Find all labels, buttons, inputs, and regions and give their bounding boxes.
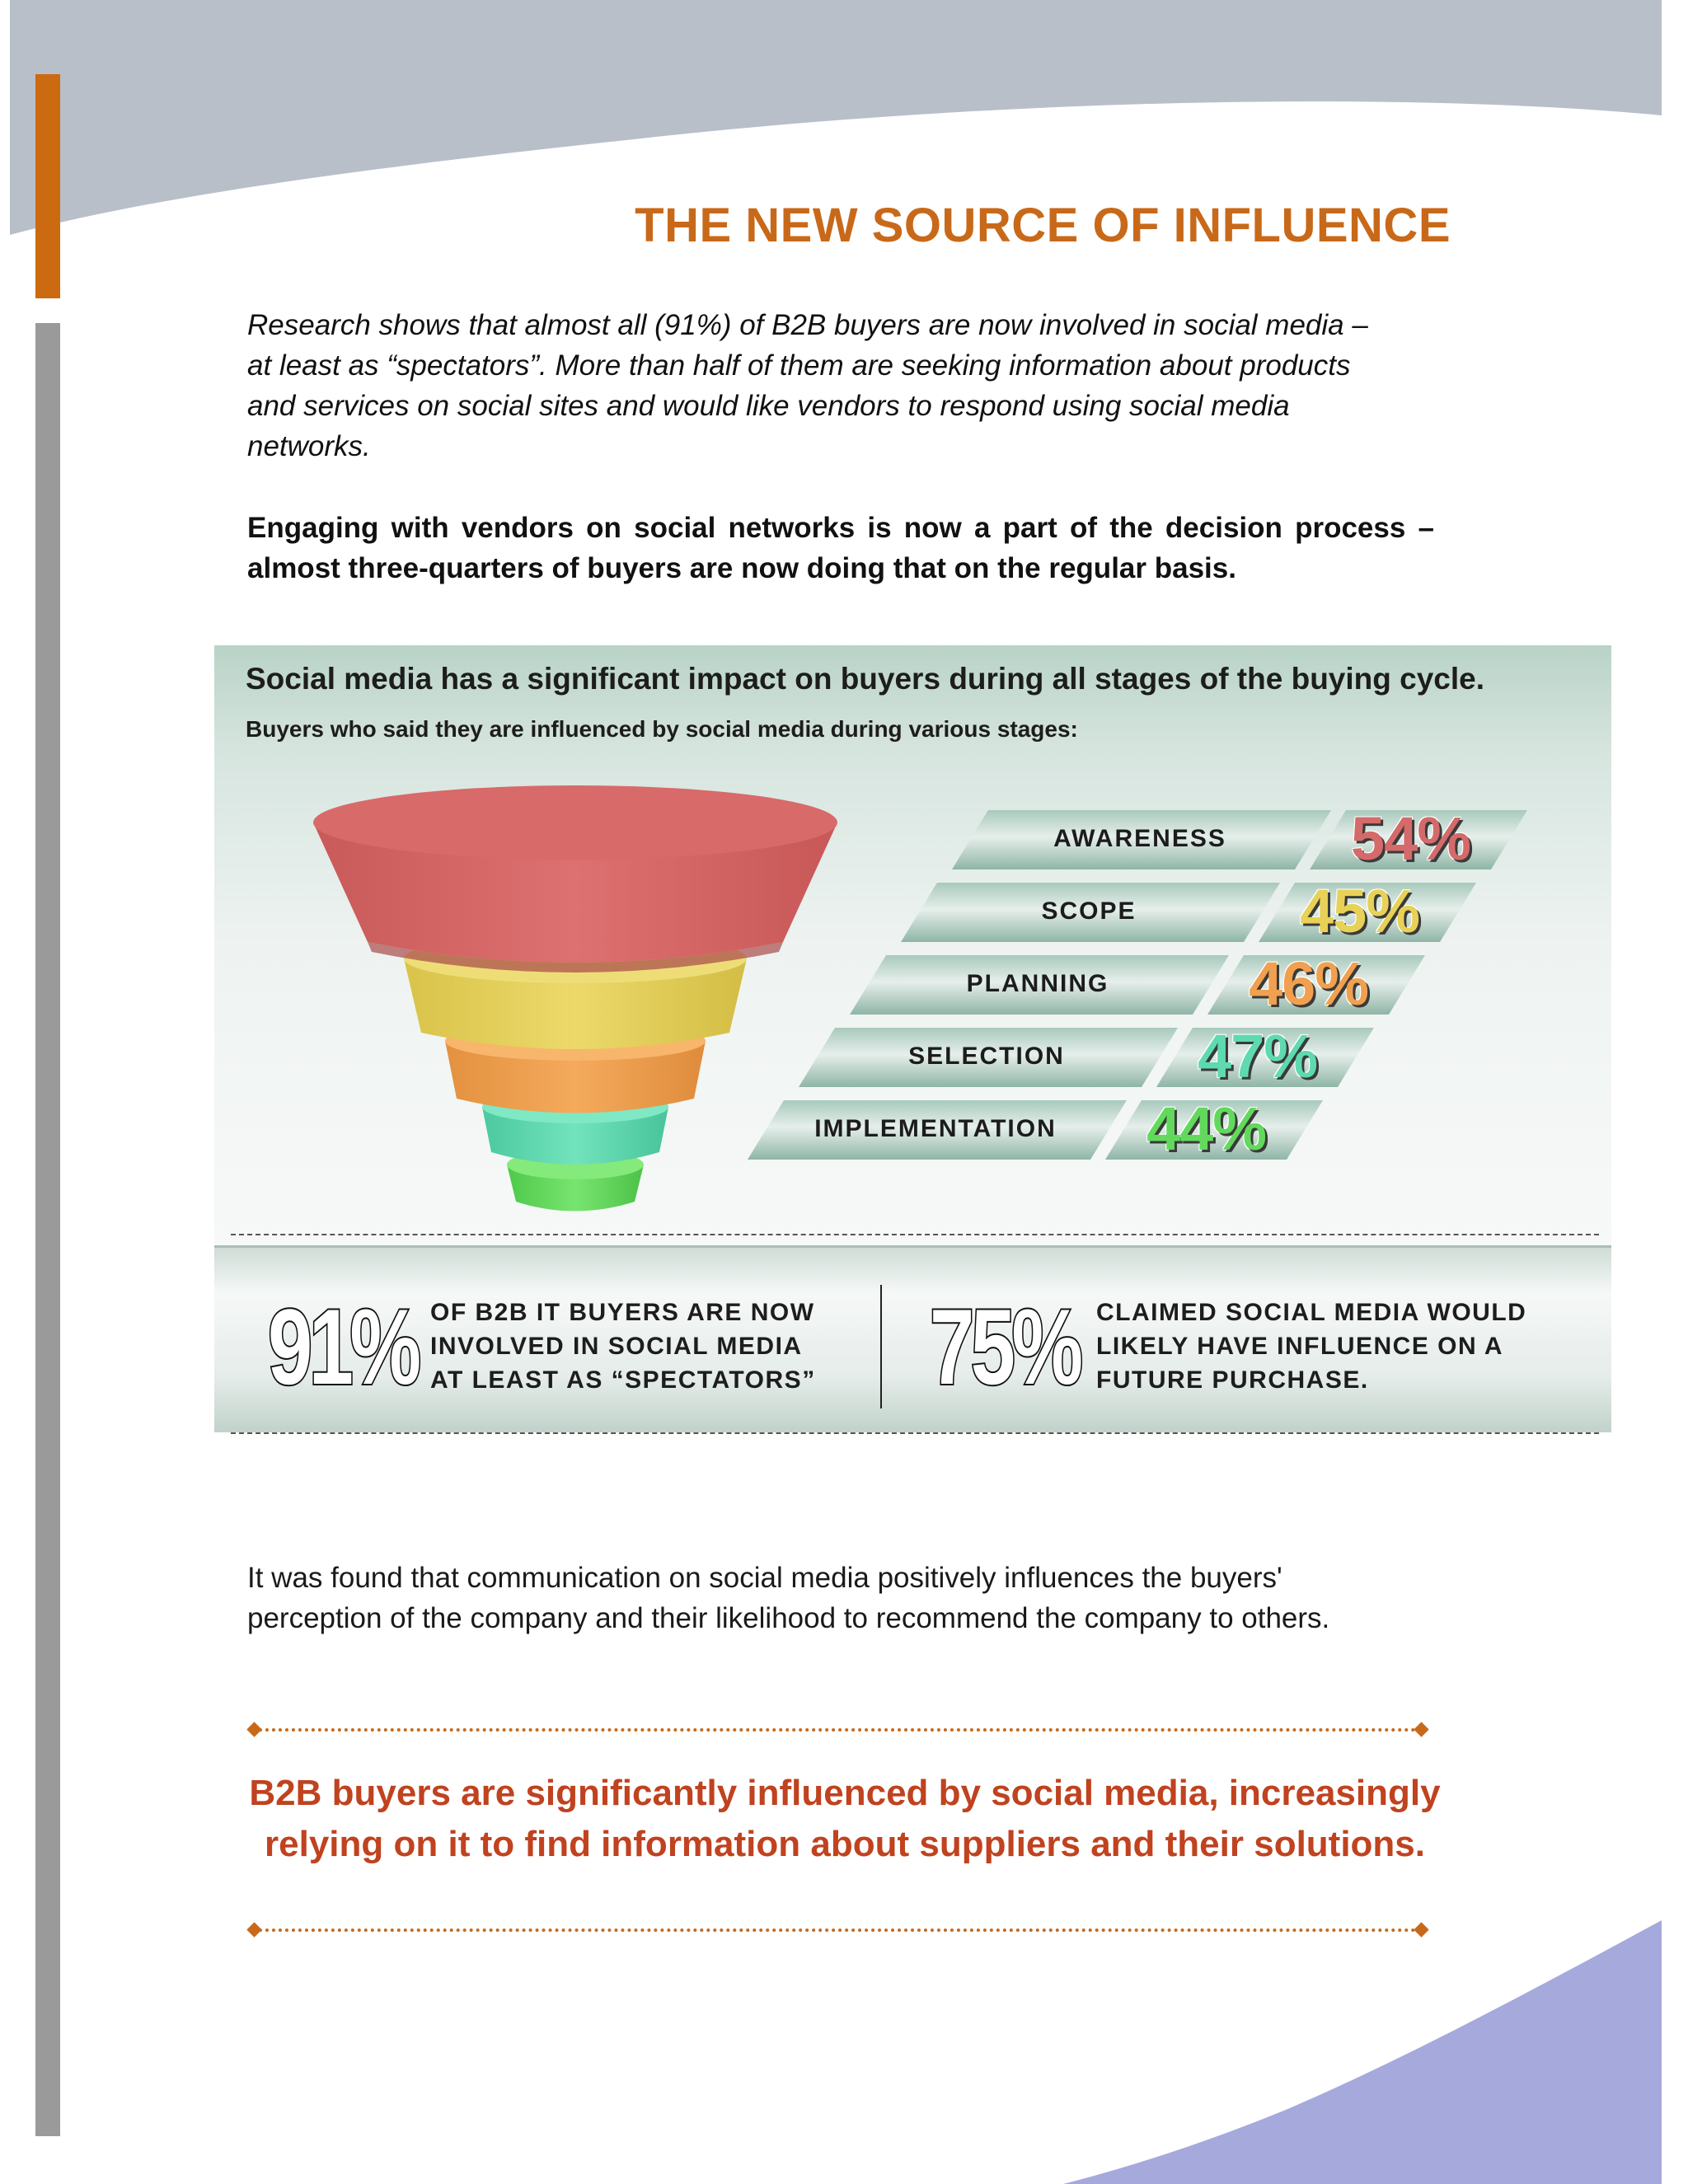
stats-panel bbox=[214, 1245, 1611, 1432]
key-takeaway-callout bbox=[247, 1768, 1442, 1870]
side-accent-bar bbox=[35, 74, 60, 298]
stat-line: AT LEAST AS “SPECTATORS” bbox=[430, 1366, 816, 1394]
stage-label-implementation: IMPLEMENTATION bbox=[814, 1115, 1057, 1142]
side-margin-bar bbox=[35, 323, 60, 2136]
callout-line: B2B buyers are significantly influenced by social media, increasingly bbox=[249, 1773, 1441, 1813]
stat-line: OF B2B IT BUYERS ARE NOW bbox=[430, 1299, 815, 1326]
stage-label-scope: SCOPE bbox=[1041, 898, 1137, 925]
intro-line: at least as “spectators”. More than half of them are seeking information about products bbox=[247, 349, 1351, 382]
infographic bbox=[214, 645, 1611, 1430]
stat-number-91: 91% bbox=[268, 1286, 418, 1407]
stage-value-scope: 45% bbox=[1300, 877, 1420, 945]
decision-process-paragraph: Engaging with vendors on social networks is now a part of the decision process – almost three-quarters of buyers are now doing that on the regular basis. bbox=[247, 512, 1434, 584]
stat-line: FUTURE PURCHASE. bbox=[1096, 1366, 1369, 1394]
stat-line: INVOLVED IN SOCIAL MEDIA bbox=[430, 1333, 803, 1360]
stage-value-selection: 47% bbox=[1198, 1022, 1318, 1090]
stage-value-implementation: 44% bbox=[1146, 1094, 1267, 1163]
stage-value-awareness: 54% bbox=[1351, 804, 1471, 873]
bottom-wave-shape bbox=[1063, 1920, 1662, 2184]
stat-text-75 bbox=[1096, 1296, 1526, 1397]
callout-rule-top bbox=[252, 1728, 1423, 1732]
infographic-subheadline: Buyers who said they are influenced by social media during various stages: bbox=[246, 716, 1078, 742]
stat-line: CLAIMED SOCIAL MEDIA WOULD bbox=[1096, 1299, 1527, 1326]
page-title: THE NEW SOURCE OF INFLUENCE bbox=[635, 199, 1451, 252]
infographic-headline: Social media has a significant impact on buyers during all stages of the buying cycle. bbox=[246, 662, 1484, 696]
stat-line: LIKELY HAVE INFLUENCE ON A bbox=[1096, 1333, 1504, 1360]
intro-line: networks. bbox=[247, 430, 371, 462]
infographic-panel bbox=[214, 645, 1611, 1247]
infographic-divider-bottom bbox=[231, 1432, 1599, 1434]
closing-line: perception of the company and their likelihood to recommend the company to others. bbox=[247, 1602, 1330, 1634]
stage-label-awareness: AWARENESS bbox=[1053, 825, 1226, 852]
stats-divider bbox=[880, 1285, 882, 1408]
intro-line: and services on social sites and would like vendors to respond using social media bbox=[247, 390, 1290, 422]
stat-text-91 bbox=[430, 1296, 816, 1397]
stat-number-75: 75% bbox=[930, 1286, 1080, 1407]
stage-value-planning: 46% bbox=[1249, 949, 1369, 1018]
stage-label-planning: PLANNING bbox=[966, 970, 1109, 997]
right-margin-strip bbox=[1662, 0, 1688, 2184]
closing-paragraph bbox=[247, 1558, 1467, 1638]
callout-rule-bottom bbox=[252, 1929, 1423, 1932]
infographic-divider-top bbox=[231, 1234, 1599, 1235]
intro-paragraph bbox=[247, 305, 1434, 466]
closing-line: It was found that communication on social media positively influences the buyers' bbox=[247, 1562, 1282, 1594]
intro-line: Research shows that almost all (91%) of B2B buyers are now involved in social media – bbox=[247, 309, 1368, 341]
callout-line: relying on it to find information about suppliers and their solutions. bbox=[265, 1824, 1425, 1864]
stage-label-selection: SELECTION bbox=[908, 1043, 1065, 1070]
